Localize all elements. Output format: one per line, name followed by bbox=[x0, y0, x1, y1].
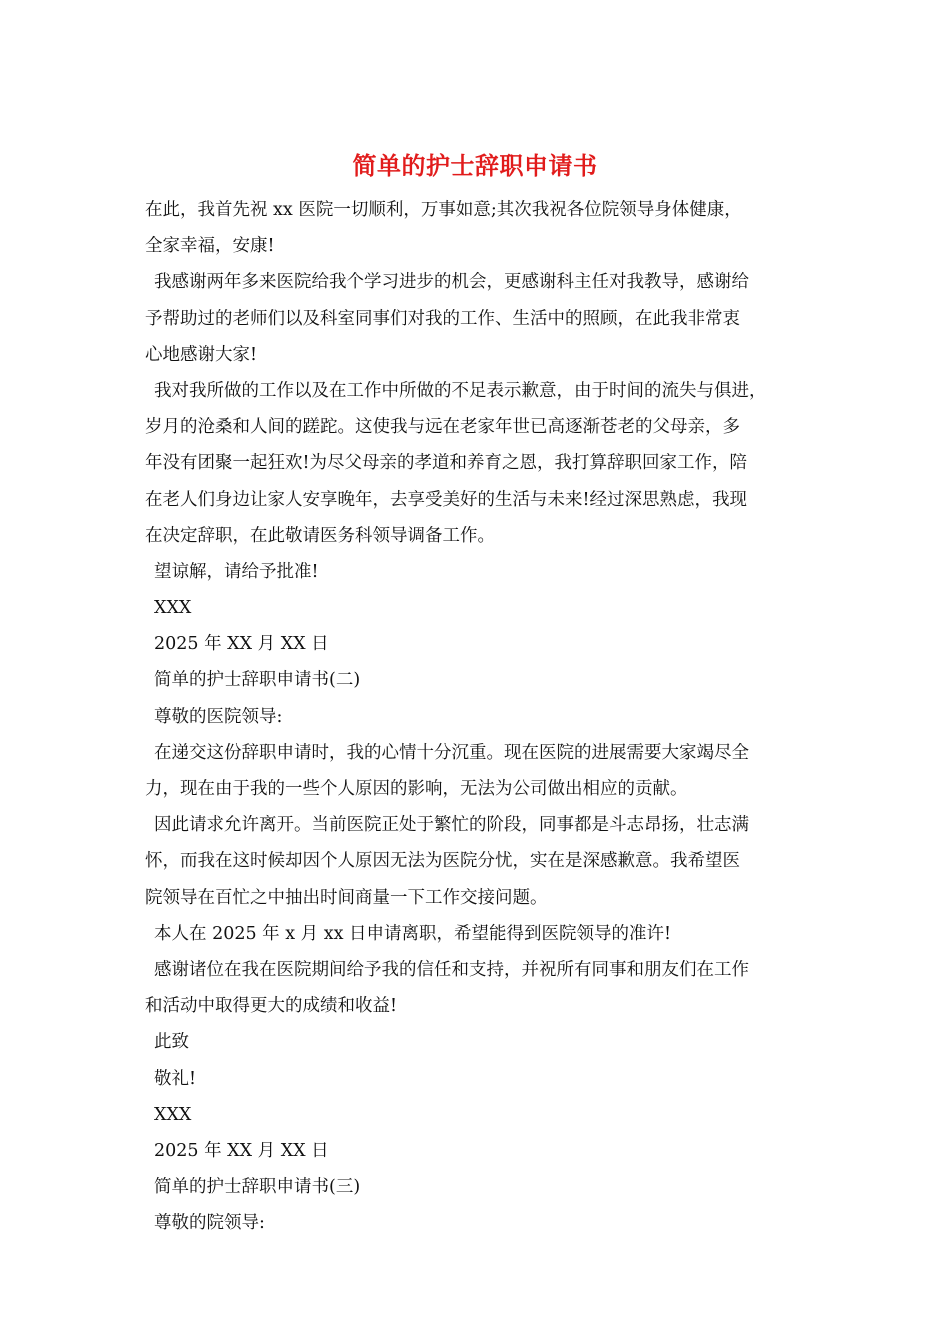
document-line: 年没有团聚一起狂欢!为尽父母亲的孝道和养育之恩，我打算辞职回家工作，陪 bbox=[145, 453, 748, 474]
document-line: 怀，而我在这时候却因个人原因无法为医院分忧，实在是深感歉意。我希望医 bbox=[145, 851, 740, 872]
document-line: 心地感谢大家! bbox=[145, 344, 258, 365]
document-line: 我感谢两年多来医院给我个学习进步的机会，更感谢科主任对我教导，感谢给 bbox=[154, 272, 749, 293]
document-title: 简单的护士辞职申请书 bbox=[352, 151, 598, 180]
document-line: 尊敬的医院领导: bbox=[154, 706, 283, 727]
document-line: 在递交这份辞职申请时，我的心情十分沉重。现在医院的进展需要大家竭尽全 bbox=[154, 742, 749, 763]
document-line: 尊敬的院领导: bbox=[154, 1213, 265, 1234]
document-line: 院领导在百忙之中抽出时间商量一下工作交接问题。 bbox=[145, 887, 548, 908]
document-line: XXX bbox=[154, 598, 192, 619]
document-line: 和活动中取得更大的成绩和收益! bbox=[145, 996, 398, 1017]
document-line: XXX bbox=[154, 1104, 192, 1125]
document-line: 在老人们身边让家人安享晚年，去享受美好的生活与未来!经过深思熟虑，我现 bbox=[145, 489, 748, 510]
document-body bbox=[145, 192, 825, 1241]
document-line: 因此请求允许离开。当前医院正处于繁忙的阶段，同事都是斗志昂扬，壮志满 bbox=[154, 815, 749, 836]
document-line: 2025 年 XX 月 XX 日 bbox=[154, 1140, 329, 1161]
document-line: 在此，我首先祝 xx 医院一切顺利，万事如意;其次我祝各位院领导身体健康， bbox=[145, 200, 742, 220]
document-line: 敬礼! bbox=[154, 1068, 197, 1089]
document-line: 予帮助过的老师们以及科室同事们对我的工作、生活中的照顾，在此我非常衷 bbox=[145, 308, 740, 329]
document-line: 在决定辞职，在此敬请医务科领导调备工作。 bbox=[145, 525, 495, 546]
document-line: 简单的护士辞职申请书(二) bbox=[154, 670, 361, 691]
document-line: 此致 bbox=[154, 1032, 189, 1053]
document-line: 感谢诸位在我在医院期间给予我的信任和支持，并祝所有同事和朋友们在工作 bbox=[154, 959, 749, 980]
document-line: 望谅解，请给予批准! bbox=[154, 561, 319, 582]
document-line: 2025 年 XX 月 XX 日 bbox=[154, 634, 329, 655]
document-line: 本人在 2025 年 x 月 xx 日申请离职，希望能得到医院领导的准许! bbox=[154, 923, 672, 944]
document-line: 简单的护士辞职申请书(三) bbox=[154, 1177, 361, 1198]
document-line: 全家幸福，安康! bbox=[145, 236, 275, 257]
document-line: 我对我所做的工作以及在工作中所做的不足表示歉意，由于时间的流失与俱进， bbox=[154, 380, 767, 401]
document-line: 岁月的沧桑和人间的蹉跎。这使我与远在老家年世已高逐渐苍老的父母亲，多 bbox=[145, 417, 740, 438]
document-line: 力，现在由于我的一些个人原因的影响，无法为公司做出相应的贡献。 bbox=[145, 779, 688, 799]
